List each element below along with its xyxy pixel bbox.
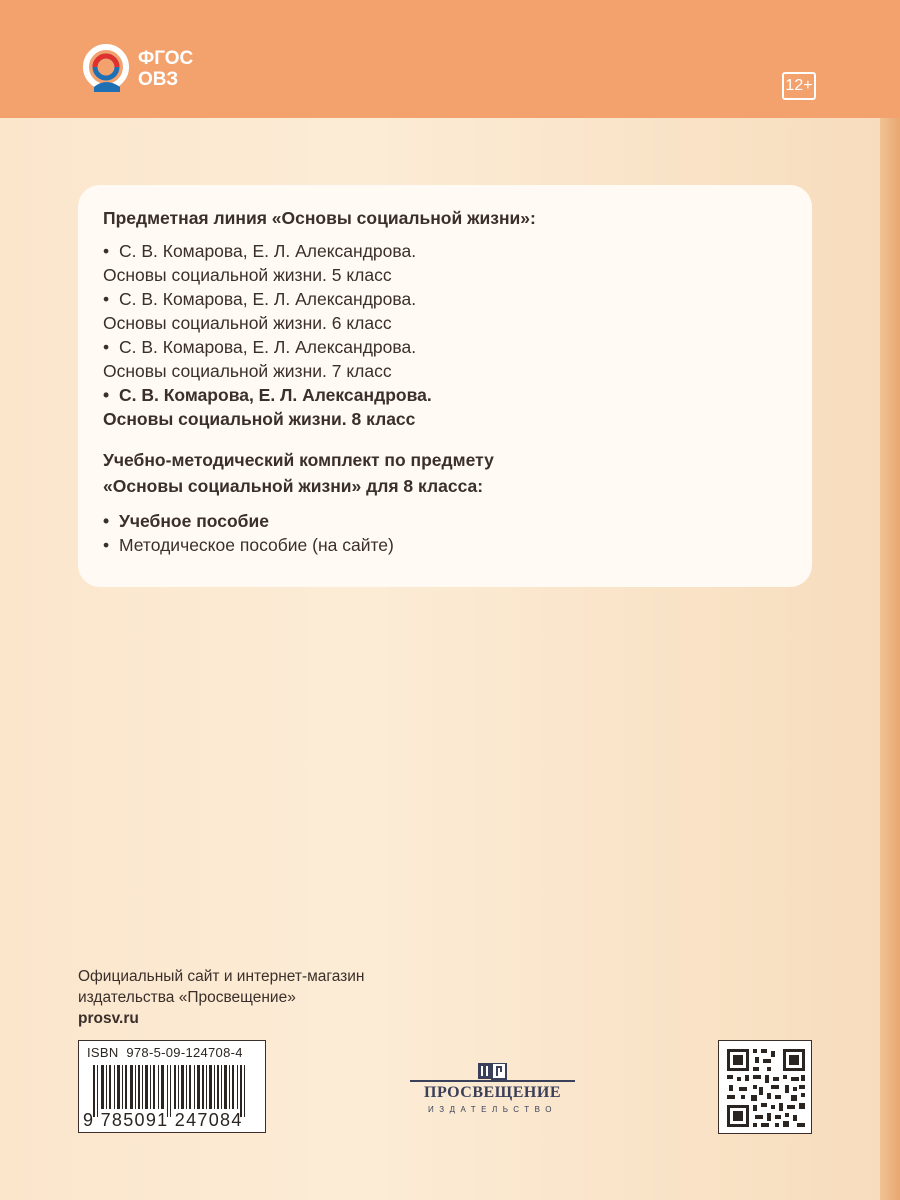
publisher-info <box>78 966 478 1029</box>
isbn-number: 978-5-09-124708-4 <box>126 1045 243 1060</box>
kit-item: • Учебное пособие <box>103 511 269 531</box>
cover-edge <box>880 0 900 1200</box>
kit-item-label: Учебное пособие <box>119 511 269 531</box>
series-item-title: Основы социальной жизни. 8 класс <box>103 409 416 429</box>
series-item-title: Основы социальной жизни. 6 класс <box>103 313 392 333</box>
kit-item: • Методическое пособие (на сайте) <box>103 535 394 555</box>
header-band <box>0 0 900 118</box>
prosveshchenie-logo-icon <box>410 1063 575 1085</box>
publisher-site-link[interactable]: prosv.ru <box>78 1010 139 1027</box>
series-heading: Предметная линия «Основы социальной жизни»: <box>103 208 536 228</box>
series-list <box>103 239 793 431</box>
publisher-name: ПРОСВЕЩЕНИЕ <box>424 1084 561 1101</box>
barcode-digits: 9 785091 247084 <box>83 1110 243 1130</box>
publisher-subtitle: ИЗДАТЕЛЬСТВО <box>428 1105 557 1114</box>
kit-list <box>103 509 793 557</box>
series-item: • С. В. Комарова, Е. Л. Александрова. Основы социальной жизни. 5 класс <box>103 239 793 287</box>
series-item-title: Основы социальной жизни. 5 класс <box>103 265 392 285</box>
publisher-info-line1: Официальный сайт и интернет-магазин <box>78 968 365 985</box>
isbn-barcode <box>78 1040 266 1133</box>
kit-heading <box>103 447 793 499</box>
kit-heading-line2: «Основы социальной жизни» для 8 класса: <box>103 476 484 496</box>
logo-line2: ОВЗ <box>138 69 179 90</box>
qr-code[interactable] <box>718 1040 812 1134</box>
fgos-logo <box>80 36 210 102</box>
series-item: • С. В. Комарова, Е. Л. Александрова. Основы социальной жизни. 6 класс <box>103 287 793 335</box>
publisher-info-line2: издательства «Просвещение» <box>78 989 296 1006</box>
isbn-label: ISBN <box>87 1045 119 1060</box>
kit-heading-line1: Учебно-методический комплект по предмету <box>103 450 494 470</box>
publisher-logo <box>410 1063 575 1123</box>
qr-code-icon <box>719 1041 813 1135</box>
fgos-logo-text <box>138 48 193 90</box>
fgos-logo-icon <box>80 43 132 95</box>
kit-item-label: Методическое пособие (на сайте) <box>119 535 394 555</box>
logo-line1: ФГОС <box>138 48 194 69</box>
info-card <box>78 185 812 587</box>
series-item-authors: С. В. Комарова, Е. Л. Александрова. <box>119 289 417 309</box>
series-item-current: • С. В. Комарова, Е. Л. Александрова. Основы социальной жизни. 8 класс <box>103 383 793 431</box>
series-item: • С. В. Комарова, Е. Л. Александрова. Основы социальной жизни. 7 класс <box>103 335 793 383</box>
series-item-title: Основы социальной жизни. 7 класс <box>103 361 392 381</box>
series-item-authors: С. В. Комарова, Е. Л. Александрова. <box>119 337 417 357</box>
age-rating-badge: 12+ <box>782 72 816 100</box>
series-item-authors: С. В. Комарова, Е. Л. Александрова. <box>119 385 432 405</box>
series-item-authors: С. В. Комарова, Е. Л. Александрова. <box>119 241 417 261</box>
